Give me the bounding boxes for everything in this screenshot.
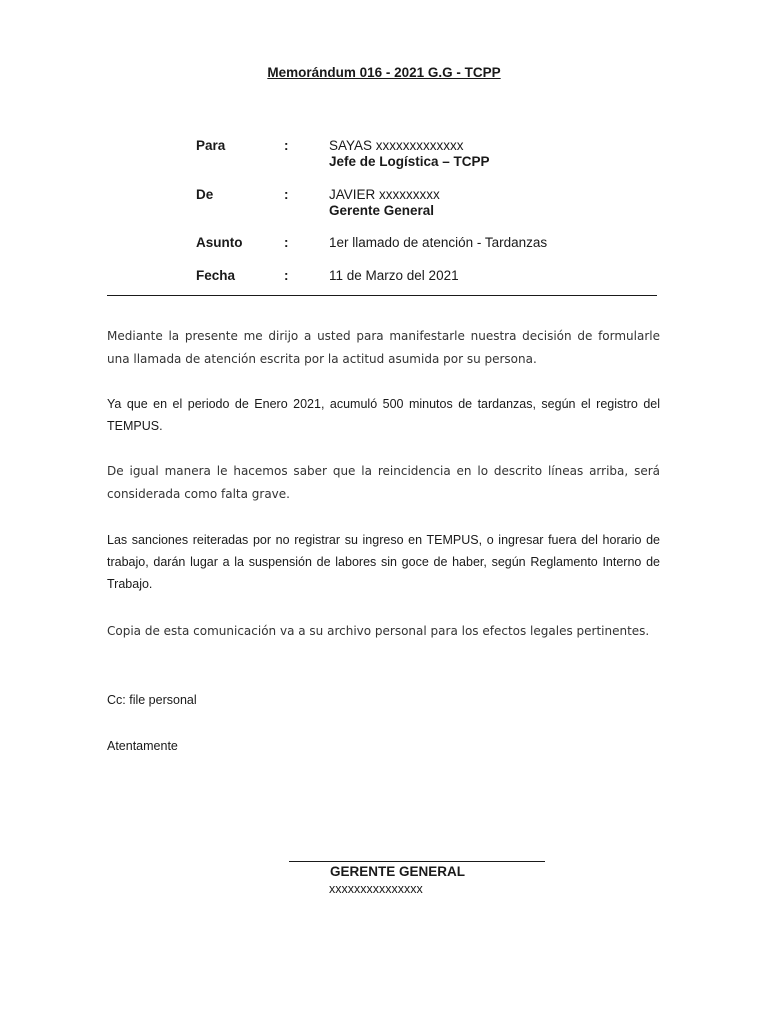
body-paragraph-2: Ya que en el periodo de Enero 2021, acumuló 500 minutos de tardanzas, según el registro del TEMPUS.	[107, 397, 660, 433]
body-paragraph-3: De igual manera le hacemos saber que la reincidencia en lo descrito líneas arriba, será considerada como falta grave.	[107, 464, 660, 501]
header-divider	[107, 295, 657, 296]
signature-title: GERENTE GENERAL	[330, 864, 466, 879]
asunto-value: 1er llamado de atención - Tardanzas	[329, 235, 548, 250]
para-colon: :	[284, 138, 289, 153]
asunto-label: Asunto	[196, 235, 243, 250]
fecha-value: 11 de Marzo del 2021	[329, 268, 459, 283]
body-paragraph-1: Mediante la presente me dirijo a usted para manifestarle nuestra decisión de formularle una llamada de atención escrita por la actitud asumida por su persona.	[107, 329, 660, 366]
body-paragraph-4: Las sanciones reiteradas por no registrar su ingreso en TEMPUS, o ingresar fuera del horario de trabajo, darán lugar a la suspensión de labores sin goce de haber, según Reglamento Interno de Trabajo.	[107, 533, 660, 591]
body-paragraph-5: Copia de esta comunicación va a su archivo personal para los efectos legales pertinentes.	[107, 624, 650, 638]
signature-line	[289, 861, 545, 862]
de-colon: :	[284, 187, 289, 202]
de-value: JAVIER xxxxxxxxx	[329, 187, 440, 202]
de-label: De	[196, 187, 214, 202]
memo-title: Memorándum 016 - 2021 G.G - TCPP	[267, 65, 501, 80]
closing-line: Atentamente	[107, 739, 178, 753]
cc-line: Cc: file personal	[107, 693, 197, 707]
de-role: Gerente General	[329, 203, 435, 218]
asunto-colon: :	[284, 235, 289, 250]
para-label: Para	[196, 138, 226, 153]
para-role: Jefe de Logística – TCPP	[329, 154, 490, 169]
fecha-colon: :	[284, 268, 289, 283]
para-value: SAYAS xxxxxxxxxxxxx	[329, 138, 464, 153]
fecha-label: Fecha	[196, 268, 236, 283]
signature-name: xxxxxxxxxxxxxxx	[329, 882, 423, 896]
